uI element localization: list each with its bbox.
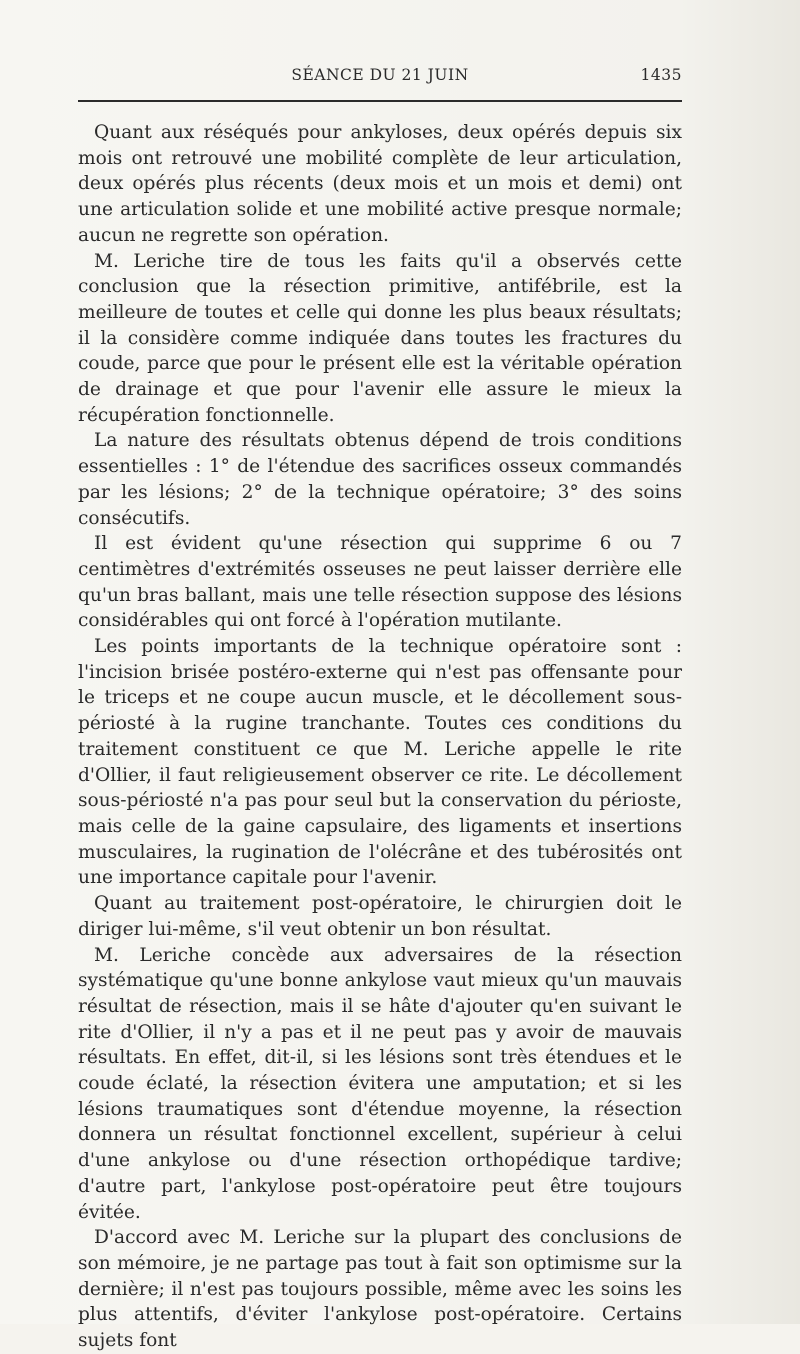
paragraph: La nature des résultats obtenus dépend de trois conditions essentielles : 1° de l'étendue des sacrifices osseux commandés par les lésions; 2° de la technique opératoire; 3° des soins consécutifs. [78,430,682,529]
paragraph: M. Leriche concède aux adversaires de la résection systématique qu'une bonne ankylose vaut mieux qu'un mauvais résultat de résection, mais il se hâte d'ajouter qu'en suivant le rite d'Ollier, il n'y a pas et il ne peut pas y avoir de mauvais résultats. En effet, dit-il, si les lésions sont très étendues et le coude éclaté, la résection évitera une amputation; et si les lésions traumatiques sont d'étendue moyenne, la résection donnera un résultat fonctionnel excellent, supérieur à celui d'une ankylose ou d'une résection orthopédique tardive; d'autre part, l'ankylose post-opératoire peut être toujours évitée. [78,944,682,1223]
paragraph: Quant au traitement post-opératoire, le chirurgien doit le diriger lui-même, s'il veut obtenir un bon résultat. [78,893,682,940]
paragraph: Quant aux réséqués pour ankyloses, deux opérés depuis six mois ont retrouvé une mobilité complète de leur articulation, deux opérés plus récents (deux mois et un mois et demi) ont une articulation solide et une mobilité active presque normale; aucun ne regrette son opération. [78,122,682,246]
page-number: 1435 [640,66,682,84]
paragraph: Il est évident qu'une résection qui supprime 6 ou 7 centimètres d'extrémités osseuses ne peut laisser derrière elle qu'un bras ballant, mais une telle résection suppose des lésions considérables qui ont forcé à l'opération mutilante. [78,533,682,632]
page-header [78,66,682,90]
running-title: SÉANCE DU 21 JUIN [291,66,469,84]
body-text [78,120,682,1354]
paragraph: M. Leriche tire de tous les faits qu'il a observés cette conclusion que la résection primitive, antifébrile, est la meilleure de toutes et celle qui donne les plus beaux résultats; il la considère comme indiquée dans toutes les fractures du coude, parce que pour le présent elle est la véritable opération de drainage et que pour l'avenir elle assure le mieux la récupération fonctionnelle. [78,250,682,426]
paragraph: Les points importants de la technique opératoire sont : l'incision brisée postéro-externe qui n'est pas offensante pour le triceps et ne coupe aucun muscle, et le décollement sous-périosté à la rugine tranchante. Toutes ces conditions du traitement constituent ce que M. Leriche appelle le rite d'Ollier, il faut religieusement observer ce rite. Le décollement sous-périosté n'a pas pour seul but la conservation du périoste, mais celle de la gaine capsulaire, des ligaments et insertions musculaires, la rugination de l'olécrâne et des tubérosités ont une importance capitale pour l'avenir. [78,636,682,889]
paragraph: D'accord avec M. Leriche sur la plupart des conclusions de son mémoire, je ne partage pas tout à fait son optimisme sur la dernière; il n'est pas toujours possible, même avec les soins les plus attentifs, d'éviter l'ankylose post-opératoire. Certains sujets font [78,1227,682,1352]
header-rule [78,100,682,102]
